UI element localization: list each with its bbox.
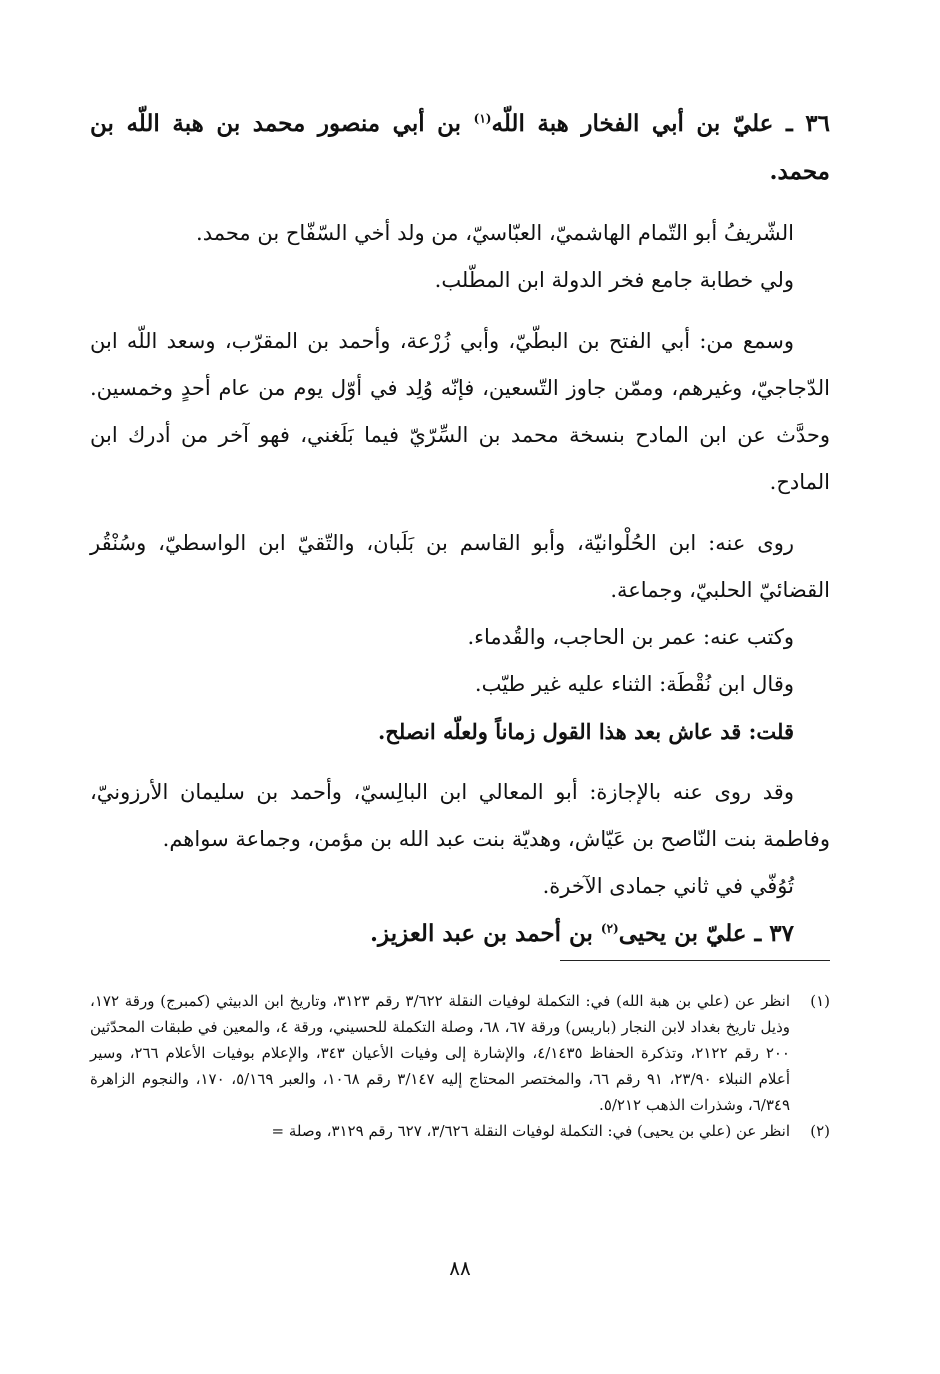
footnote-ref-1[interactable]: (١) <box>473 111 492 126</box>
paragraph-office: ولي خطابة جامع فخر الدولة ابن المطّلب. <box>434 268 794 292</box>
book-page <box>90 100 830 1374</box>
paragraph-author-note: قلت: قد عاش بعد هذا القول زماناً ولعلّه انصلح. <box>378 719 794 744</box>
footnotes <box>90 988 830 1144</box>
entry-heading-36-part-b: بن أبي منصور محمد بن هبة اللّه بن محمد. <box>90 110 830 185</box>
footnote-divider <box>560 960 830 961</box>
paragraph-teachers: وسمع من: أبي الفتح بن البطّيّ، وأبي زُرْعة، وأحمد بن المقرّب، وسعد اللّه ابن الدّجاجيّ، وغيرهم، وممّن جاوز التّسعين، فإنّه وُلِد في أوّل يوم من عام أحدٍ وخمسين. وحدَّث عن ابن المادح بنسخة محمد بن السِّرّيّ فيما بَلَغني، فهو آخر من أدرك ابن المادح. <box>90 329 830 494</box>
footnote-1 <box>90 988 830 1118</box>
paragraph-writers: وكتب عنه: عمر بن الحاجب، والقُدماء. <box>467 625 794 649</box>
entry-heading-36 <box>90 100 830 196</box>
page-number: ٨٨ <box>449 1256 471 1280</box>
ibn-nuqta-name: نُقْطَة <box>666 672 712 696</box>
entry-heading-37-part-b: بن أحمد بن عبد العزيز. <box>370 920 601 947</box>
paragraph-ijaza: وقد روى عنه بالإجازة: أبو المعالي ابن البالِسيّ، وأحمد بن سليمان الأرزونيّ، وفاطمة بنت النّاصح بن عَيّاش، وهديّة بنت عبد الله بن مؤمن، وجماعة سواهم. <box>90 780 830 851</box>
paragraph-death: تُوُفّي في ثاني جمادى الآخرة. <box>542 874 794 898</box>
footnote-1-number: (١) <box>810 992 830 1010</box>
paragraph-lineage: الشّريفُ أبو التّمام الهاشميّ، العبّاسيّ، من ولد أخي السّفّاح بن محمد. <box>196 221 794 245</box>
footnote-2-number: (٢) <box>810 1122 830 1140</box>
paragraph-ibn-nuqta <box>90 661 830 708</box>
footnote-2-text: انظر عن (علي بن يحيى) في: التكملة لوفيات النقلة ٣/٦٢٦، ٦٢٧ رقم ٣١٢٩، وصلة = <box>271 1122 790 1140</box>
footnote-ref-2[interactable]: (٢) <box>600 921 619 936</box>
ibn-nuqta-prefix: وقال ابن <box>711 672 794 696</box>
ibn-nuqta-quote: : الثناء عليه غير طيّب. <box>474 672 667 696</box>
footnote-1-text: انظر عن (علي بن هبة الله) في: التكملة لوفيات النقلة ٣/٦٢٢ رقم ٣١٢٣، وتاريخ ابن الدبيثي (كمبرج) ورقة ١٧٢، وذيل تاريخ بغداد لابن النجار (باريس) ورقة ٦٧، ٦٨، وصلة التكملة للحسيني، ورقة ٤، والمعين في طبقات المحدّثين ٢٠٠ رقم ٢١٢٢، وتذكرة الحفاظ ٤/١٤٣٥، والإشارة إلى وفيات الأعيان ٣٤٣، والإعلام بوفيات الأعلام ٢٦٦، وسير أعلام النبلاء ٢٣/٩٠، ٩١ رقم ٦٦، والمختصر المحتاج إليه ٣/١٤٧ رقم ١٠٦٨، والعبر ٥/١٦٩، ١٧٠، والنجوم الزاهرة ٦/٣٤٩، وشذرات الذهب ٥/٢١٢. <box>90 992 791 1114</box>
entry-heading-37 <box>90 910 830 958</box>
entry-heading-36-part-a: ٣٦ ـ عليّ بن أبي الفخار هبة اللّه <box>491 110 830 137</box>
entry-heading-37-part-a: ٣٧ ـ عليّ بن يحيى <box>618 920 794 947</box>
footnote-2 <box>90 1118 830 1144</box>
paragraph-students: روى عنه: ابن الحُلْوانيّة، وأبو القاسم بن بَلَبان، والتّقيّ ابن الواسطيّ، وسُنْقُر القضائيّ الحلبيّ، وجماعة. <box>90 531 830 602</box>
